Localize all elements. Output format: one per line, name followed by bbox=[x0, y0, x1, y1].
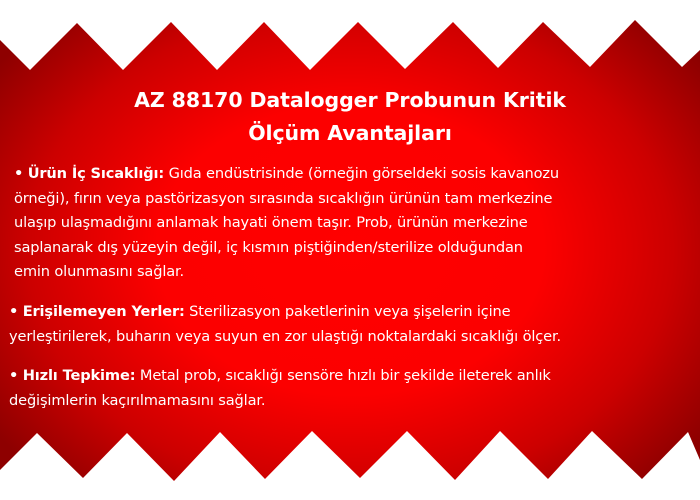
section-text: Metal prob, sıcaklığı sensöre hızlı bir şekilde ileterek anlık bbox=[135, 367, 551, 384]
title-line-1: AZ 88170 Datalogger Probunun Kritik bbox=[134, 88, 566, 112]
section-line: saplanarak dış yüzeyin değil, iç kısmın piştiğinden/sterilize olduğundan bbox=[14, 238, 523, 256]
section-line bbox=[14, 162, 559, 187]
section-heading: Hızlı Tepkime: bbox=[22, 367, 136, 384]
section-text: Sterilizasyon paketlerinin veya şişelerin içine bbox=[184, 303, 511, 320]
section-line: emin olunmasını sağlar. bbox=[14, 263, 185, 281]
section-heading: Ürün İç Sıcaklığı: bbox=[27, 165, 165, 182]
section-line: yerleştirilerek, buharın veya suyun en zor ulaştığı noktalardaki sıcaklığı ölçer. bbox=[9, 327, 561, 345]
title-line-2: Ölçüm Avantajları bbox=[248, 121, 452, 145]
section-inaccessible-places bbox=[9, 300, 561, 349]
page-title bbox=[0, 84, 700, 150]
section-fast-response bbox=[9, 364, 551, 413]
bullet: • bbox=[9, 367, 19, 384]
section-line: değişimlerin kaçırılmamasını sağlar. bbox=[9, 391, 266, 409]
section-line: örneği), fırın veya pastörizasyon sırasında sıcaklığın ürünün tam merkezine bbox=[14, 189, 553, 207]
section-heading: Erişilemeyen Yerler: bbox=[22, 303, 185, 320]
section-product-core-temperature bbox=[14, 162, 559, 285]
bullet: • bbox=[9, 303, 19, 320]
bullet: • bbox=[14, 165, 24, 182]
section-line bbox=[9, 300, 561, 325]
section-text: Gıda endüstrisinde (örneğin görseldeki sosis kavanozu bbox=[164, 165, 559, 182]
section-line: ulaşıp ulaşmadığını anlamak hayati önem taşır. Prob, ürünün merkezine bbox=[14, 214, 528, 232]
section-line bbox=[9, 364, 551, 389]
